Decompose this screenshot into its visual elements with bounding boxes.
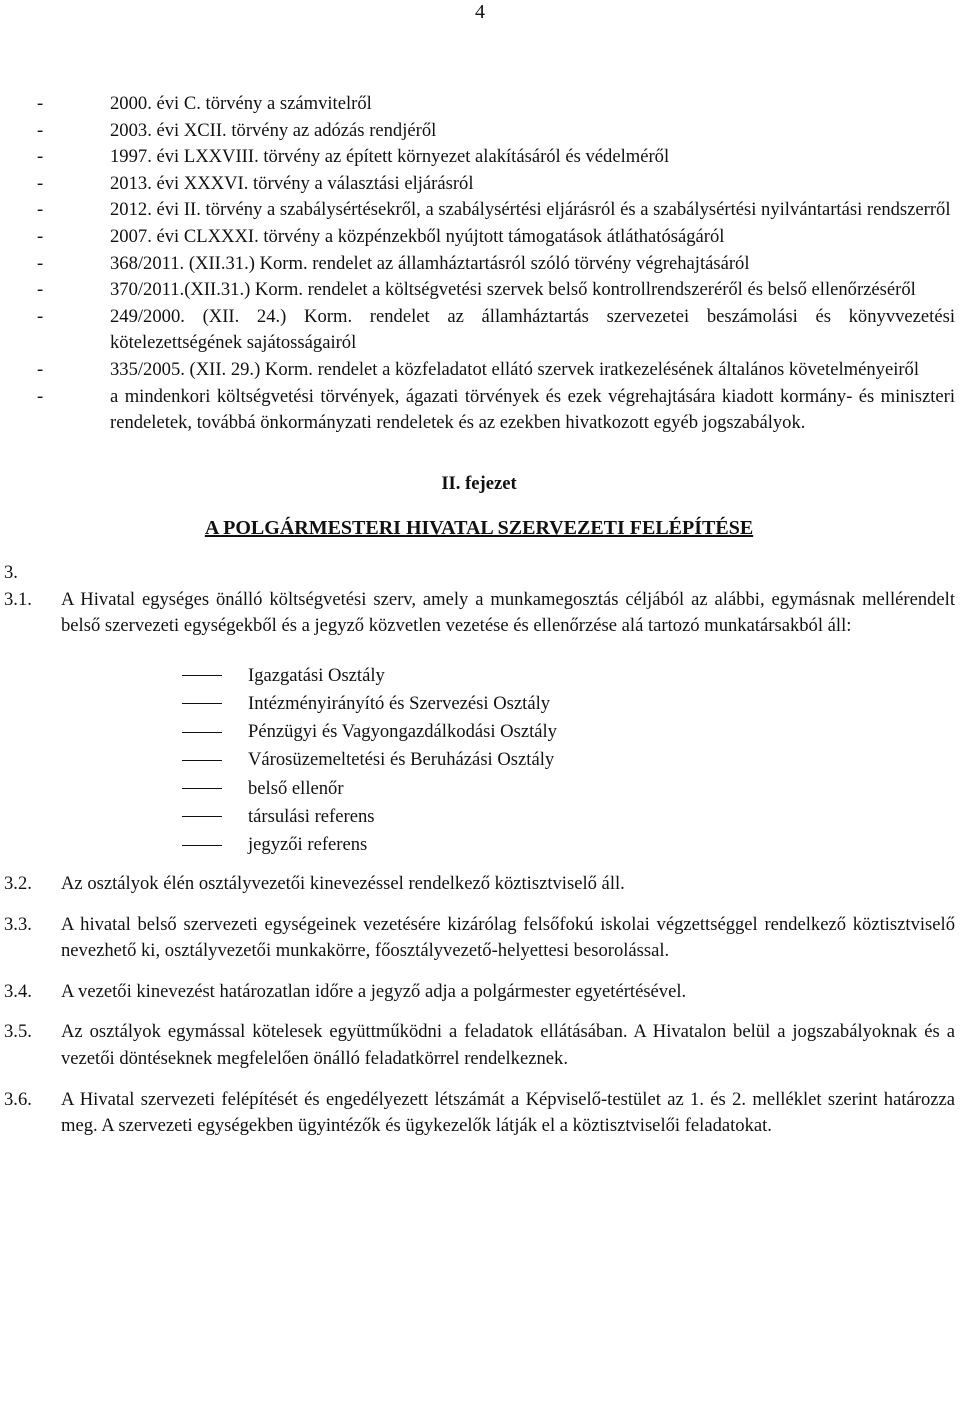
list-item	[37, 118, 955, 145]
list-dash: -	[37, 93, 44, 114]
list-dash: -	[37, 305, 44, 327]
chapter-heading: II. fejezet	[441, 472, 517, 494]
law-text: 1997. évi LXXVIII. törvény az épített környezet alakításáról és védelméről	[110, 146, 670, 168]
paragraph	[4, 1087, 955, 1140]
unit-name: társulási referens	[248, 805, 375, 827]
list-item	[37, 144, 955, 171]
paragraph-number: 3.6.	[4, 1088, 32, 1110]
list-item	[182, 746, 955, 774]
paragraph	[4, 979, 955, 1006]
paragraph-number: 3.3.	[4, 913, 32, 935]
list-item	[182, 690, 955, 718]
law-text: 2003. évi XCII. törvény az adózás rendjéről	[110, 119, 437, 141]
paragraph-number: 3.2.	[4, 873, 32, 895]
paragraph-text: Az osztályok élén osztályvezetői kinevezéssel rendelkező köztisztviselő áll.	[61, 873, 625, 895]
list-dash: -	[37, 385, 44, 407]
list-dash: -	[37, 146, 44, 168]
list-item	[37, 384, 955, 437]
law-text: 249/2000. (XII. 24.) Korm. rendelet az államháztartás szervezetei beszámolási és könyvvezetési kötelezettségének sajátosságairól	[110, 305, 955, 354]
law-text: 2000. évi C. törvény a számvitelről	[110, 93, 372, 114]
dash-icon	[182, 816, 222, 817]
list-item	[182, 718, 955, 746]
list-item	[182, 775, 955, 803]
paragraph-text: Az osztályok egymással kötelesek együttműködni a feladatok ellátásában. A Hivatalon belül a jogszabályoknak és a vezetői döntéseknek megfelelően önálló feladatkörrel rendelkeznek.	[61, 1021, 955, 1070]
paragraph	[4, 871, 955, 898]
paragraph-text: A Hivatal egységes önálló költségvetési szerv, amely a munkamegosztás céljából az alábbi, egymásnak mellérendelt belső szervezeti egységekből és a jegyző közvetlen vezetése és ellenőrzése alá tartozó munkatársakból áll:	[61, 588, 955, 637]
list-dash: -	[37, 199, 44, 221]
list-dash: -	[37, 225, 44, 247]
document-body	[4, 91, 955, 1140]
dash-icon	[182, 703, 222, 704]
list-dash: -	[37, 119, 44, 141]
unit-name: Intézményirányító és Szervezési Osztály	[248, 692, 551, 714]
unit-name: Pénzügyi és Vagyongazdálkodási Osztály	[248, 721, 557, 743]
law-text: 2012. évi II. törvény a szabálysértésekről, a szabálysértési eljárásról és a szabálysértési nyilvántartási rendszerről	[110, 199, 951, 221]
list-dash: -	[37, 358, 44, 380]
paragraph-text: A hivatal belső szervezeti egységeinek vezetésére kizárólag felsőfokú iskolai végzettséggel rendelkező köztisztviselő nevezhető ki, osztályvezetői munkakörre, főosztályvezető-helyettesi besorolással.	[61, 913, 955, 962]
list-item	[37, 224, 955, 251]
unit-name: jegyzői referens	[248, 833, 368, 855]
paragraph-number: 3.4.	[4, 980, 32, 1002]
list-item	[182, 803, 955, 831]
paragraph	[4, 1019, 955, 1072]
law-text: 368/2011. (XII.31.) Korm. rendelet az államháztartásról szóló törvény végrehajtásáról	[110, 252, 750, 274]
list-item	[37, 357, 955, 384]
page-number: 4	[475, 1, 485, 23]
paragraph	[4, 587, 955, 640]
list-item	[182, 831, 955, 859]
law-text: a mindenkori költségvetési törvények, ágazati törvények és ezek végrehajtására kiadott kormány- és miniszteri rendeletek, továbbá önkormányzati rendeletek és az ezekben hivatkozott egyéb jogszabályok.	[110, 385, 955, 434]
list-item	[37, 171, 955, 198]
list-dash: -	[37, 279, 44, 301]
list-item	[37, 277, 955, 304]
dash-icon	[182, 760, 222, 761]
unit-name: Városüzemeltetési és Beruházási Osztály	[248, 749, 555, 771]
paragraph-number: 3.5.	[4, 1021, 32, 1043]
list-item	[37, 197, 955, 224]
legal-basis-list	[37, 91, 955, 437]
list-dash: -	[37, 172, 44, 194]
paragraph-text: A vezetői kinevezést határozatlan időre a jegyző adja a polgármester egyetértésével.	[61, 980, 687, 1002]
unit-name: Igazgatási Osztály	[248, 664, 385, 686]
section-title: A POLGÁRMESTERI HIVATAL SZERVEZETI FELÉPÍTÉSE	[204, 517, 754, 540]
list-item	[37, 304, 955, 357]
org-units-list	[37, 662, 955, 859]
dash-icon	[182, 732, 222, 733]
list-dash: -	[37, 252, 44, 274]
law-text: 335/2005. (XII. 29.) Korm. rendelet a közfeladatot ellátó szervek iratkezelésének általános követelményeiről	[110, 358, 920, 380]
law-text: 370/2011.(XII.31.) Korm. rendelet a költségvetési szervek belső kontrollrendszeréről és belső ellenőrzéséről	[110, 279, 916, 301]
dash-icon	[182, 845, 222, 846]
paragraph-number: 3.1.	[4, 588, 32, 610]
list-item	[37, 91, 955, 118]
list-item	[37, 251, 955, 278]
paragraph-text: A Hivatal szervezeti felépítését és engedélyezett létszámát a Képviselő-testület az 1. és 2. melléklet szerint határozza meg. A szervezeti egységekben ügyintézők és ügykezelők látják el a köztisztviselői feladatokat.	[61, 1088, 955, 1137]
section-number: 3.	[4, 561, 18, 583]
dash-icon	[182, 788, 222, 789]
paragraph	[4, 912, 955, 965]
list-item	[182, 662, 955, 690]
law-text: 2013. évi XXXVI. törvény a választási eljárásról	[110, 172, 474, 194]
law-text: 2007. évi CLXXXI. törvény a közpénzekből nyújtott támogatások átláthatóságáról	[110, 225, 725, 247]
unit-name: belső ellenőr	[248, 777, 344, 799]
dash-icon	[182, 675, 222, 676]
